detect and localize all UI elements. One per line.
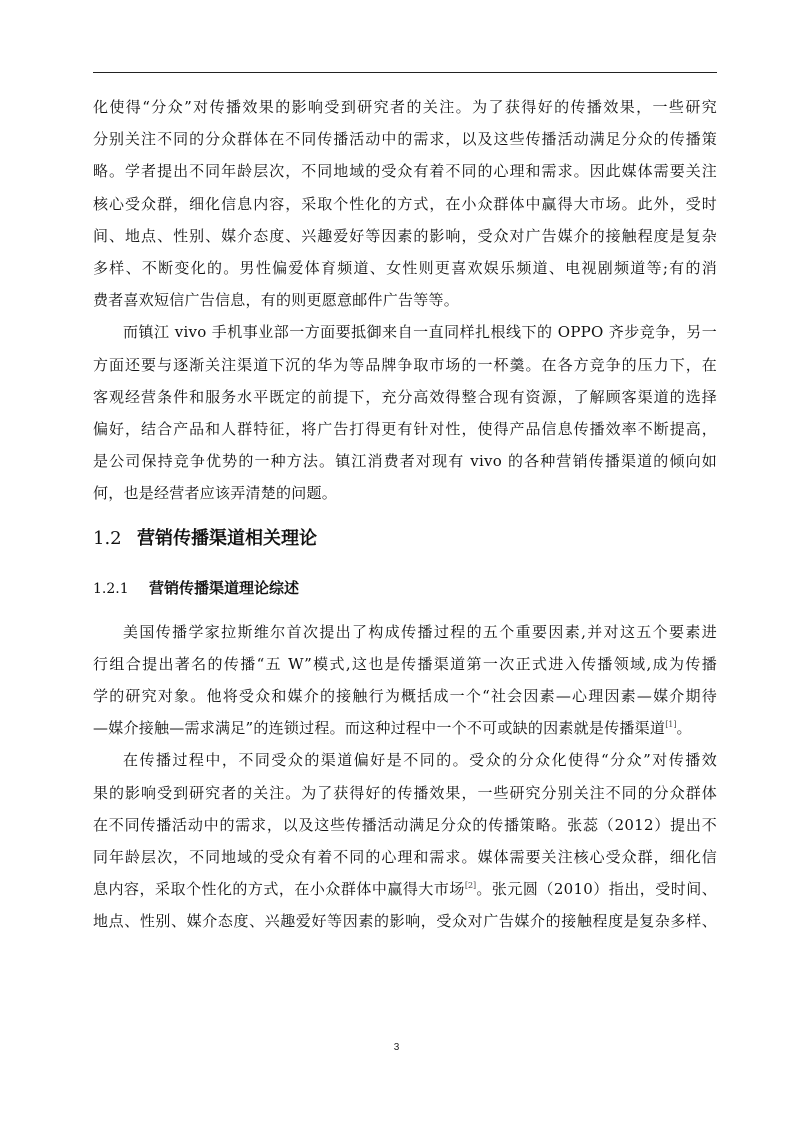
- text-line: 多样、不断变化的。男性偏爱体育频道、女性则更喜欢娱乐频道、电视剧频道等;有的消: [93, 259, 717, 278]
- text-line: 同年龄层次，不同地域的受众有着不同的心理和需求。媒体需要关注核心受众群，细化信: [93, 848, 717, 867]
- citation-marker: [2]: [464, 881, 477, 891]
- text-line: 在不同传播活动中的需求，以及这些传播活动满足分众的传播策略。张蕊（2012）提出不: [93, 815, 717, 834]
- text-line: 方面还要与逐渐关注渠道下沉的华为等品牌争取市场的一杯羹。在各方竞争的压力下，在: [93, 355, 717, 374]
- section-title: 营销传播渠道相关理论: [137, 527, 317, 549]
- text-line: 客观经营条件和服务水平既定的前提下，充分高效得整合现有资源，了解顾客渠道的选择: [93, 387, 717, 406]
- subsection-number: 1.2.1: [93, 580, 129, 597]
- text-line: [93, 712, 717, 744]
- text-line: 学的研究对象。他将受众和媒介的接触行为概括成一个“社会因素—心理因素—媒介期待: [93, 687, 717, 706]
- text-line: 果的影响受到研究者的关注。为了获得好的传播效果，一些研究分别关注不同的分众群体: [93, 783, 717, 802]
- text-segment: 息内容，采取个性化的方式，在小众群体中赢得大市场: [93, 880, 465, 899]
- subsection-title: 营销传播渠道理论综述: [149, 578, 300, 597]
- text-line: 而镇江 vivo 手机事业部一方面要抵御来自一直同样扎根线下的 OPPO 齐步竞争，另一: [123, 323, 717, 342]
- text-line: 在传播过程中，不同受众的渠道偏好是不同的。受众的分众化使得“分众”对传播效: [123, 751, 717, 770]
- text-line: 费者喜欢短信广告信息，有的则更愿意邮件广告等等。: [93, 291, 460, 310]
- page-body: [93, 91, 717, 938]
- text-segment: 。: [676, 719, 692, 738]
- header-rule: [93, 72, 717, 73]
- text-line: 何，也是经营者应该弄清楚的问题。: [93, 484, 338, 503]
- text-line: 核心受众群，细化信息内容，采取个性化的方式，在小众群体中赢得大市场。此外，受时: [93, 194, 717, 213]
- text-line: 化使得“分众”对传播效果的影响受到研究者的关注。为了获得好的传播效果，一些研究: [93, 98, 717, 116]
- text-line: 分别关注不同的分众群体在不同传播活动中的需求，以及这些传播活动满足分众的传播策: [93, 130, 717, 149]
- text-segment: 。张元圆（2010）指出，受时间、: [476, 880, 717, 899]
- text-line: [93, 873, 717, 905]
- text-line: 是公司保持竞争优势的一种方法。镇江消费者对现有 vivo 的各种营销传播渠道的倾向如: [93, 452, 717, 471]
- section-number: 1.2: [93, 527, 122, 549]
- text-segment: —媒介接触—需求满足”的连锁过程。而这种过程中一个不可或缺的因素就是传播渠道: [93, 719, 666, 738]
- paragraph-lasswell-model: [93, 616, 717, 745]
- text-line: 偏好，结合产品和人群特征，将广告打得更有针对性，使得产品信息传播效率不断提高，: [93, 420, 717, 439]
- text-line: 行组合提出著名的传播“五 W”模式,这也是传播渠道第一次正式进入传播领域,成为传播: [93, 654, 717, 673]
- paragraph-vivo-competition: [93, 316, 717, 509]
- paragraph-audience-segmentation: [93, 91, 717, 316]
- text-line: 美国传播学家拉斯维尔首次提出了构成传播过程的五个重要因素,并对这五个要素进: [123, 622, 717, 641]
- text-line: 地点、性别、媒介态度、兴趣爱好等因素的影响，受众对广告媒介的接触程度是复杂多样、: [93, 912, 717, 931]
- text-line: 略。学者提出不同年龄层次，不同地域的受众有着不同的心理和需求。因此媒体需要关注: [93, 162, 717, 181]
- text-line: 间、地点、性别、媒介态度、兴趣爱好等因素的影响，受众对广告媒介的接触程度是复杂: [93, 226, 717, 245]
- paragraph-channel-preference: [93, 744, 717, 937]
- page-number: 3: [393, 1042, 400, 1053]
- subsection-heading: [93, 568, 717, 616]
- section-heading: [93, 510, 717, 568]
- citation-marker: [1]: [665, 720, 677, 730]
